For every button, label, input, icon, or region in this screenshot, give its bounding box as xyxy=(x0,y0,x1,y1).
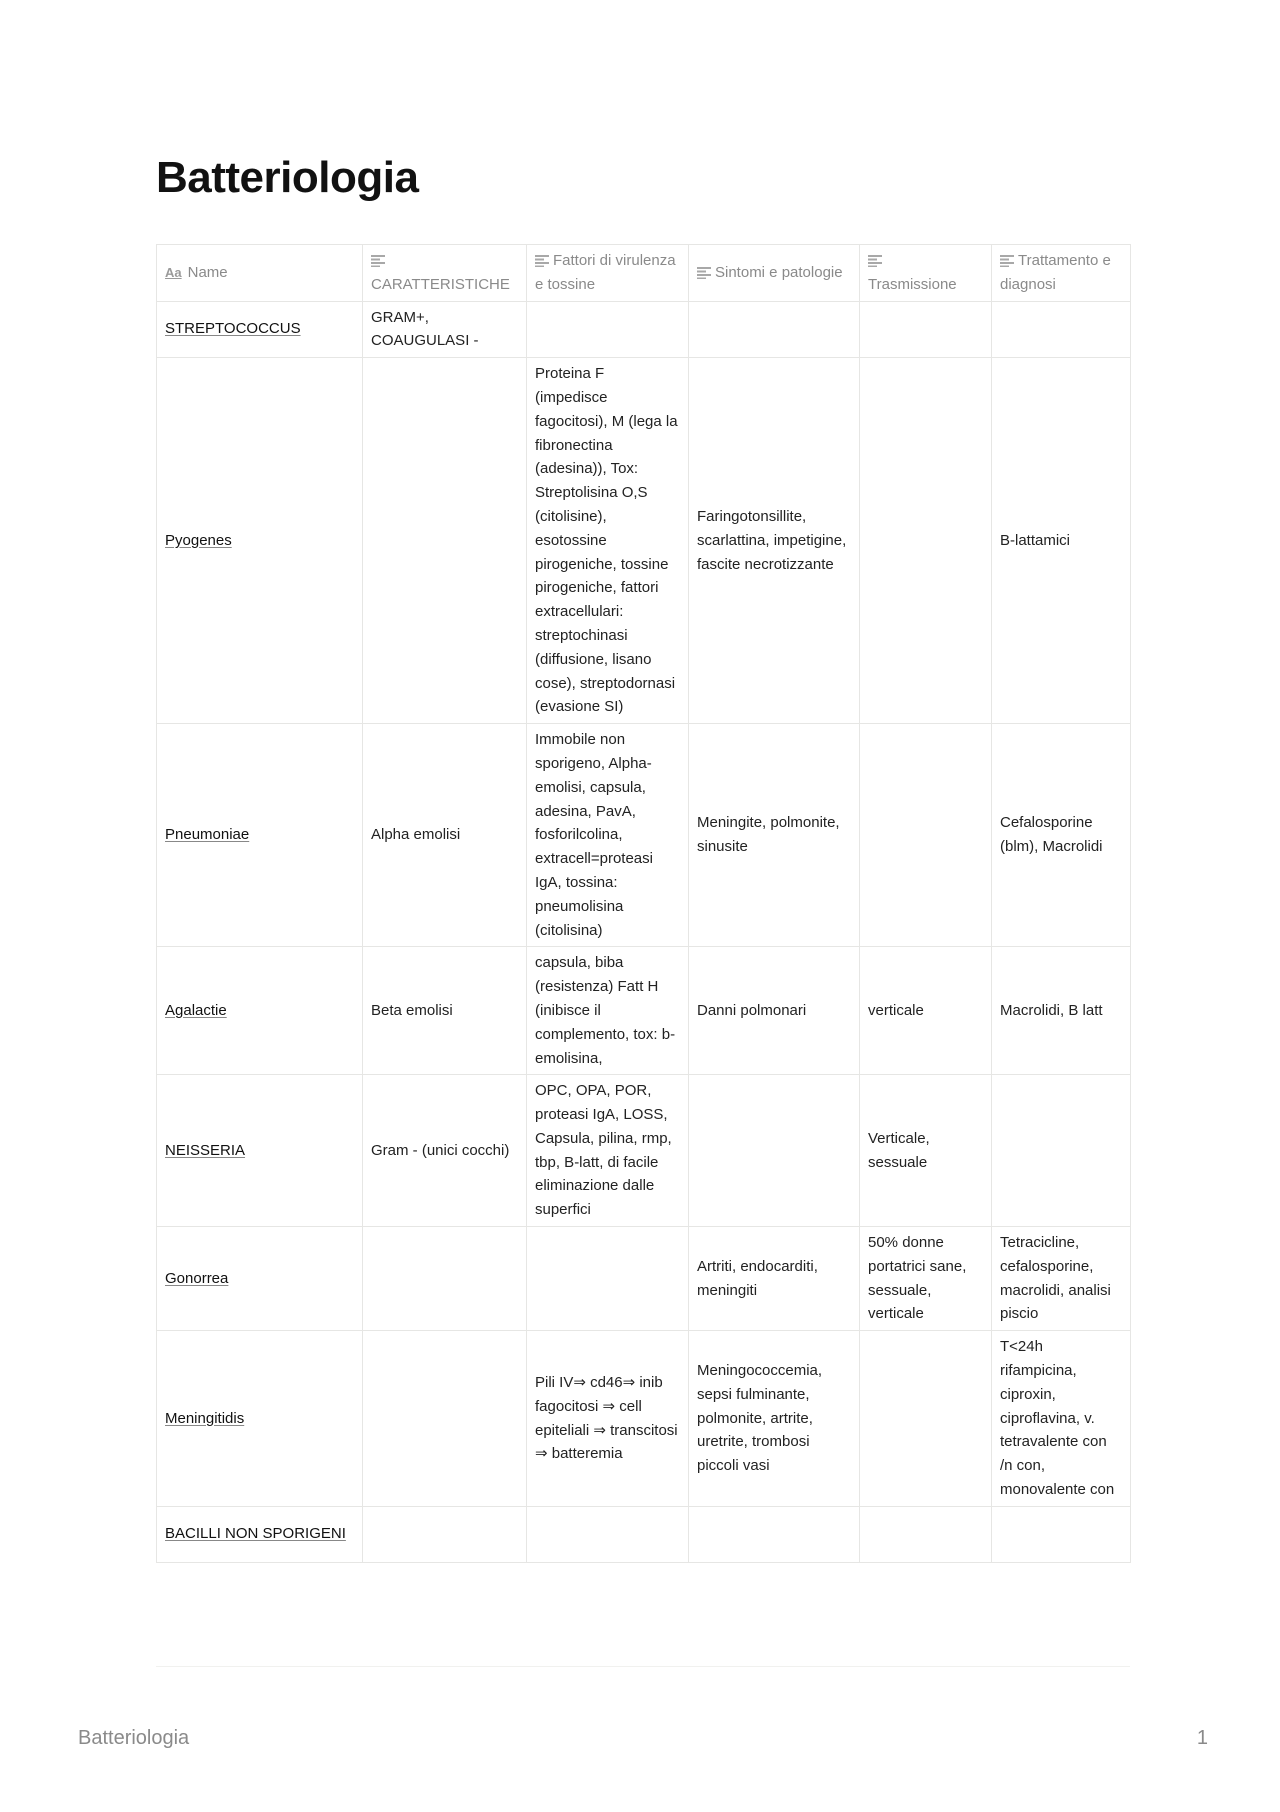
table-row xyxy=(157,1075,1131,1227)
cell-trattamento[interactable]: Tetracicline, cefalosporine, macrolidi, analisi piscio xyxy=(992,1227,1131,1331)
cell-name[interactable] xyxy=(157,358,363,724)
column-header-trattamento[interactable]: Trattamento e diagnosi xyxy=(992,245,1131,302)
cell-caratteristiche[interactable] xyxy=(363,1331,527,1507)
cell-trasmissione[interactable]: verticale xyxy=(860,947,992,1075)
column-header-fattori[interactable]: Fattori di virulenza e tossine xyxy=(527,245,689,302)
table-row xyxy=(157,1331,1131,1507)
cell-sintomi[interactable]: Danni polmonari xyxy=(689,947,860,1075)
cell-sintomi[interactable]: Meningococcemia, sepsi fulminante, polmonite, artrite, uretrite, trombosi piccoli vasi xyxy=(689,1331,860,1507)
cell-sintomi[interactable]: Faringotonsillite, scarlattina, impetigine, fascite necrotizzante xyxy=(689,358,860,724)
cell-fattori[interactable]: capsula, biba (resistenza) Fatt H (inibisce il complemento, tox: b-emolisina, xyxy=(527,947,689,1075)
cell-trattamento[interactable] xyxy=(992,1506,1131,1562)
cell-caratteristiche[interactable]: Alpha emolisi xyxy=(363,724,527,947)
page-link[interactable]: Pneumoniae xyxy=(165,826,250,844)
text-property-icon xyxy=(1000,255,1014,267)
cell-sintomi[interactable]: Artriti, endocarditi, meningiti xyxy=(689,1227,860,1331)
cell-caratteristiche[interactable]: GRAM+, COAUGULASI - xyxy=(363,301,527,358)
table-row xyxy=(157,1227,1131,1331)
cell-trattamento[interactable]: B-lattamici xyxy=(992,358,1131,724)
cell-caratteristiche[interactable]: Beta emolisi xyxy=(363,947,527,1075)
cell-name[interactable] xyxy=(157,947,363,1075)
cell-trasmissione[interactable] xyxy=(860,1506,992,1562)
cell-name[interactable] xyxy=(157,1227,363,1331)
cell-trasmissione[interactable] xyxy=(860,301,992,358)
database-table xyxy=(156,244,1131,1563)
cell-sintomi[interactable]: Meningite, polmonite, sinusite xyxy=(689,724,860,947)
page-link[interactable]: BACILLI NON SPORIGENI xyxy=(165,1525,346,1543)
cell-fattori[interactable]: Proteina F (impedisce fagocitosi), M (lega la fibronectina (adesina)), Tox: Streptolisina O,S (citolisine), esotossine pirogeniche, tossine pirogeniche, fattori extracellulari: streptochinasi (diffusione, lisano cose), streptodornasi (evasione SI) xyxy=(527,358,689,724)
page-link[interactable]: Agalactie xyxy=(165,1001,227,1019)
footer-page-number: 1 xyxy=(1196,1727,1208,1749)
table-row xyxy=(157,724,1131,947)
page-link[interactable]: STREPTOCOCCUS xyxy=(165,320,301,338)
cell-caratteristiche[interactable] xyxy=(363,1227,527,1331)
footer-page-title: Batteriologia xyxy=(78,1727,190,1749)
column-header-trasmissione[interactable]: Trasmissione xyxy=(860,245,992,302)
cell-name[interactable] xyxy=(157,1506,363,1562)
cell-trattamento[interactable] xyxy=(992,301,1131,358)
cell-trattamento[interactable]: T<24h rifampicina, ciproxin, ciproflavina, v. tetravalente con /n con, monovalente con xyxy=(992,1331,1131,1507)
cell-name[interactable] xyxy=(157,1331,363,1507)
table-row xyxy=(157,301,1131,358)
title-property-icon: Aa xyxy=(165,264,182,280)
table-header-row xyxy=(157,245,1131,302)
page-title: Batteriologia xyxy=(156,153,419,202)
column-header-name[interactable]: Aa Name xyxy=(157,245,363,302)
cell-trasmissione[interactable] xyxy=(860,358,992,724)
page-link[interactable]: NEISSERIA xyxy=(165,1141,246,1159)
cell-fattori[interactable] xyxy=(527,301,689,358)
cell-fattori[interactable]: Immobile non sporigeno, Alpha-emolisi, capsula, adesina, PavA, fosforilcolina, extracell=proteasi IgA, tossina: pneumolisina (citolisina) xyxy=(527,724,689,947)
cell-name[interactable] xyxy=(157,1075,363,1227)
cell-sintomi[interactable] xyxy=(689,301,860,358)
cell-caratteristiche[interactable]: Gram - (unici cocchi) xyxy=(363,1075,527,1227)
cell-trattamento[interactable]: Macrolidi, B latt xyxy=(992,947,1131,1075)
cell-caratteristiche[interactable] xyxy=(363,358,527,724)
cell-trattamento[interactable] xyxy=(992,1075,1131,1227)
table-row xyxy=(157,358,1131,724)
text-property-icon xyxy=(535,255,549,267)
text-property-icon xyxy=(697,267,711,279)
cell-trasmissione[interactable] xyxy=(860,724,992,947)
column-header-caratteristiche[interactable]: CARATTERISTICHE xyxy=(363,245,527,302)
cell-sintomi[interactable] xyxy=(689,1075,860,1227)
cell-trasmissione[interactable]: 50% donne portatrici sane, sessuale, verticale xyxy=(860,1227,992,1331)
cell-caratteristiche[interactable] xyxy=(363,1506,527,1562)
table-row xyxy=(157,1506,1131,1562)
cell-name[interactable] xyxy=(157,724,363,947)
text-property-icon xyxy=(868,255,882,267)
page-link[interactable]: Gonorrea xyxy=(165,1269,229,1287)
cell-sintomi[interactable] xyxy=(689,1506,860,1562)
cell-name[interactable] xyxy=(157,301,363,358)
cell-fattori[interactable] xyxy=(527,1506,689,1562)
cell-fattori[interactable]: OPC, OPA, POR, proteasi IgA, LOSS, Capsula, pilina, rmp, tbp, B-latt, di facile eliminazione dalle superfici xyxy=(527,1075,689,1227)
page-link[interactable]: Meningitidis xyxy=(165,1409,245,1427)
cell-trasmissione[interactable] xyxy=(860,1331,992,1507)
cell-trattamento[interactable]: Cefalosporine (blm), Macrolidi xyxy=(992,724,1131,947)
cell-fattori[interactable]: Pili IV⇒ cd46⇒ inib fagocitosi ⇒ cell epiteliali ⇒ transcitosi ⇒ batteremia xyxy=(527,1331,689,1507)
divider xyxy=(156,1666,1130,1667)
cell-trasmissione[interactable]: Verticale, sessuale xyxy=(860,1075,992,1227)
table-row xyxy=(157,947,1131,1075)
column-header-sintomi[interactable]: Sintomi e patologie xyxy=(689,245,860,302)
page-link[interactable]: Pyogenes xyxy=(165,531,232,549)
text-property-icon xyxy=(371,255,385,267)
cell-fattori[interactable] xyxy=(527,1227,689,1331)
